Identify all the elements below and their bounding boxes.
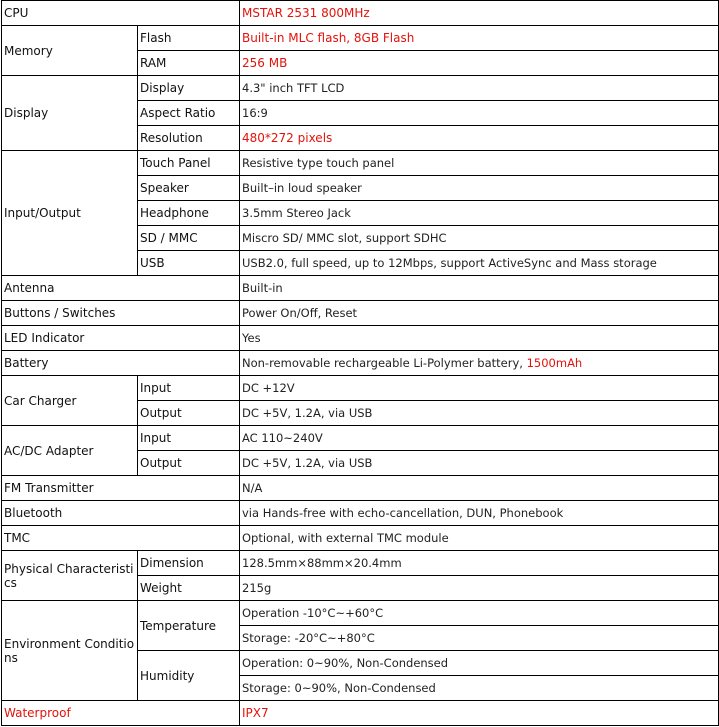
row-label: CPU [2, 1, 240, 26]
sub-label: Output [138, 401, 240, 426]
row-value: 215g [240, 576, 719, 601]
table-row-car-input [2, 376, 719, 401]
row-value: 16:9 [240, 101, 719, 126]
table-row-fm [2, 476, 719, 501]
sub-label: Resolution [138, 126, 240, 151]
row-value: DC +12V [240, 376, 719, 401]
row-value: via Hands-free with echo-cancellation, DUN, Phonebook [240, 501, 719, 526]
table-row-display [2, 76, 719, 101]
row-value: Built-in MLC flash, 8GB Flash [240, 26, 719, 51]
sub-label: Temperature [138, 601, 240, 651]
sub-label: Humidity [138, 651, 240, 701]
row-value: DC +5V, 1.2A, via USB [240, 451, 719, 476]
row-value: Storage: 0~90%, Non-Condensed [240, 676, 719, 701]
row-value: USB2.0, full speed, up to 12Mbps, support ActiveSync and Mass storage [240, 251, 719, 276]
table-row-antenna [2, 276, 719, 301]
row-value: Miscro SD/ MMC slot, support SDHC [240, 226, 719, 251]
row-value: Operation: 0~90%, Non-Condensed [240, 651, 719, 676]
sub-label: USB [138, 251, 240, 276]
row-label: TMC [2, 526, 240, 551]
sub-label: Dimension [138, 551, 240, 576]
sub-label: Touch Panel [138, 151, 240, 176]
table-row-buttons [2, 301, 719, 326]
sub-label: Weight [138, 576, 240, 601]
table-row-battery [2, 351, 719, 376]
row-value [240, 351, 719, 376]
battery-text: Non-removable rechargeable Li-Polymer battery, [242, 356, 527, 370]
row-label: FM Transmitter [2, 476, 240, 501]
table-row-waterproof [2, 701, 719, 726]
row-value: DC +5V, 1.2A, via USB [240, 401, 719, 426]
row-value: Optional, with external TMC module [240, 526, 719, 551]
table-row-led [2, 326, 719, 351]
row-label: Waterproof [2, 701, 240, 726]
row-value: 3.5mm Stereo Jack [240, 201, 719, 226]
sub-label: RAM [138, 51, 240, 76]
row-value: Resistive type touch panel [240, 151, 719, 176]
table-row-touch [2, 151, 719, 176]
row-label: LED Indicator [2, 326, 240, 351]
category-label: Input/Output [2, 151, 138, 276]
sub-label: Aspect Ratio [138, 101, 240, 126]
battery-capacity: 1500mAh [526, 356, 583, 370]
spec-table [1, 0, 719, 726]
table-row-memory-flash [2, 26, 719, 51]
category-label: Display [2, 76, 138, 151]
row-value: Power On/Off, Reset [240, 301, 719, 326]
sub-label: Input [138, 376, 240, 401]
sub-label: Flash [138, 26, 240, 51]
row-value: 4.3" inch TFT LCD [240, 76, 719, 101]
row-value: Built–in loud speaker [240, 176, 719, 201]
category-label: Car Charger [2, 376, 138, 426]
table-row-adapter-input [2, 426, 719, 451]
row-value: AC 110~240V [240, 426, 719, 451]
row-value: Operation -10°C~+60°C [240, 601, 719, 626]
row-label: Bluetooth [2, 501, 240, 526]
row-value: Yes [240, 326, 719, 351]
table-row-cpu [2, 1, 719, 26]
table-row-bluetooth [2, 501, 719, 526]
row-value: 128.5mm×88mm×20.4mm [240, 551, 719, 576]
row-label: Antenna [2, 276, 240, 301]
category-label: Physical Characteristics [2, 551, 138, 601]
row-label: Buttons / Switches [2, 301, 240, 326]
row-value: 256 MB [240, 51, 719, 76]
sub-label: SD / MMC [138, 226, 240, 251]
row-label: Battery [2, 351, 240, 376]
category-label: Memory [2, 26, 138, 76]
table-row-dimension [2, 551, 719, 576]
row-value: Built-in [240, 276, 719, 301]
sub-label: Speaker [138, 176, 240, 201]
category-label: AC/DC Adapter [2, 426, 138, 476]
row-value: IPX7 [240, 701, 719, 726]
sub-label: Display [138, 76, 240, 101]
row-value: MSTAR 2531 800MHz [240, 1, 719, 26]
row-value: Storage: -20°C~+80°C [240, 626, 719, 651]
category-label: Environment Conditions [2, 601, 138, 701]
sub-label: Headphone [138, 201, 240, 226]
table-row-temp-operation [2, 601, 719, 626]
sub-label: Input [138, 426, 240, 451]
table-row-tmc [2, 526, 719, 551]
sub-label: Output [138, 451, 240, 476]
row-value: 480*272 pixels [240, 126, 719, 151]
row-value: N/A [240, 476, 719, 501]
